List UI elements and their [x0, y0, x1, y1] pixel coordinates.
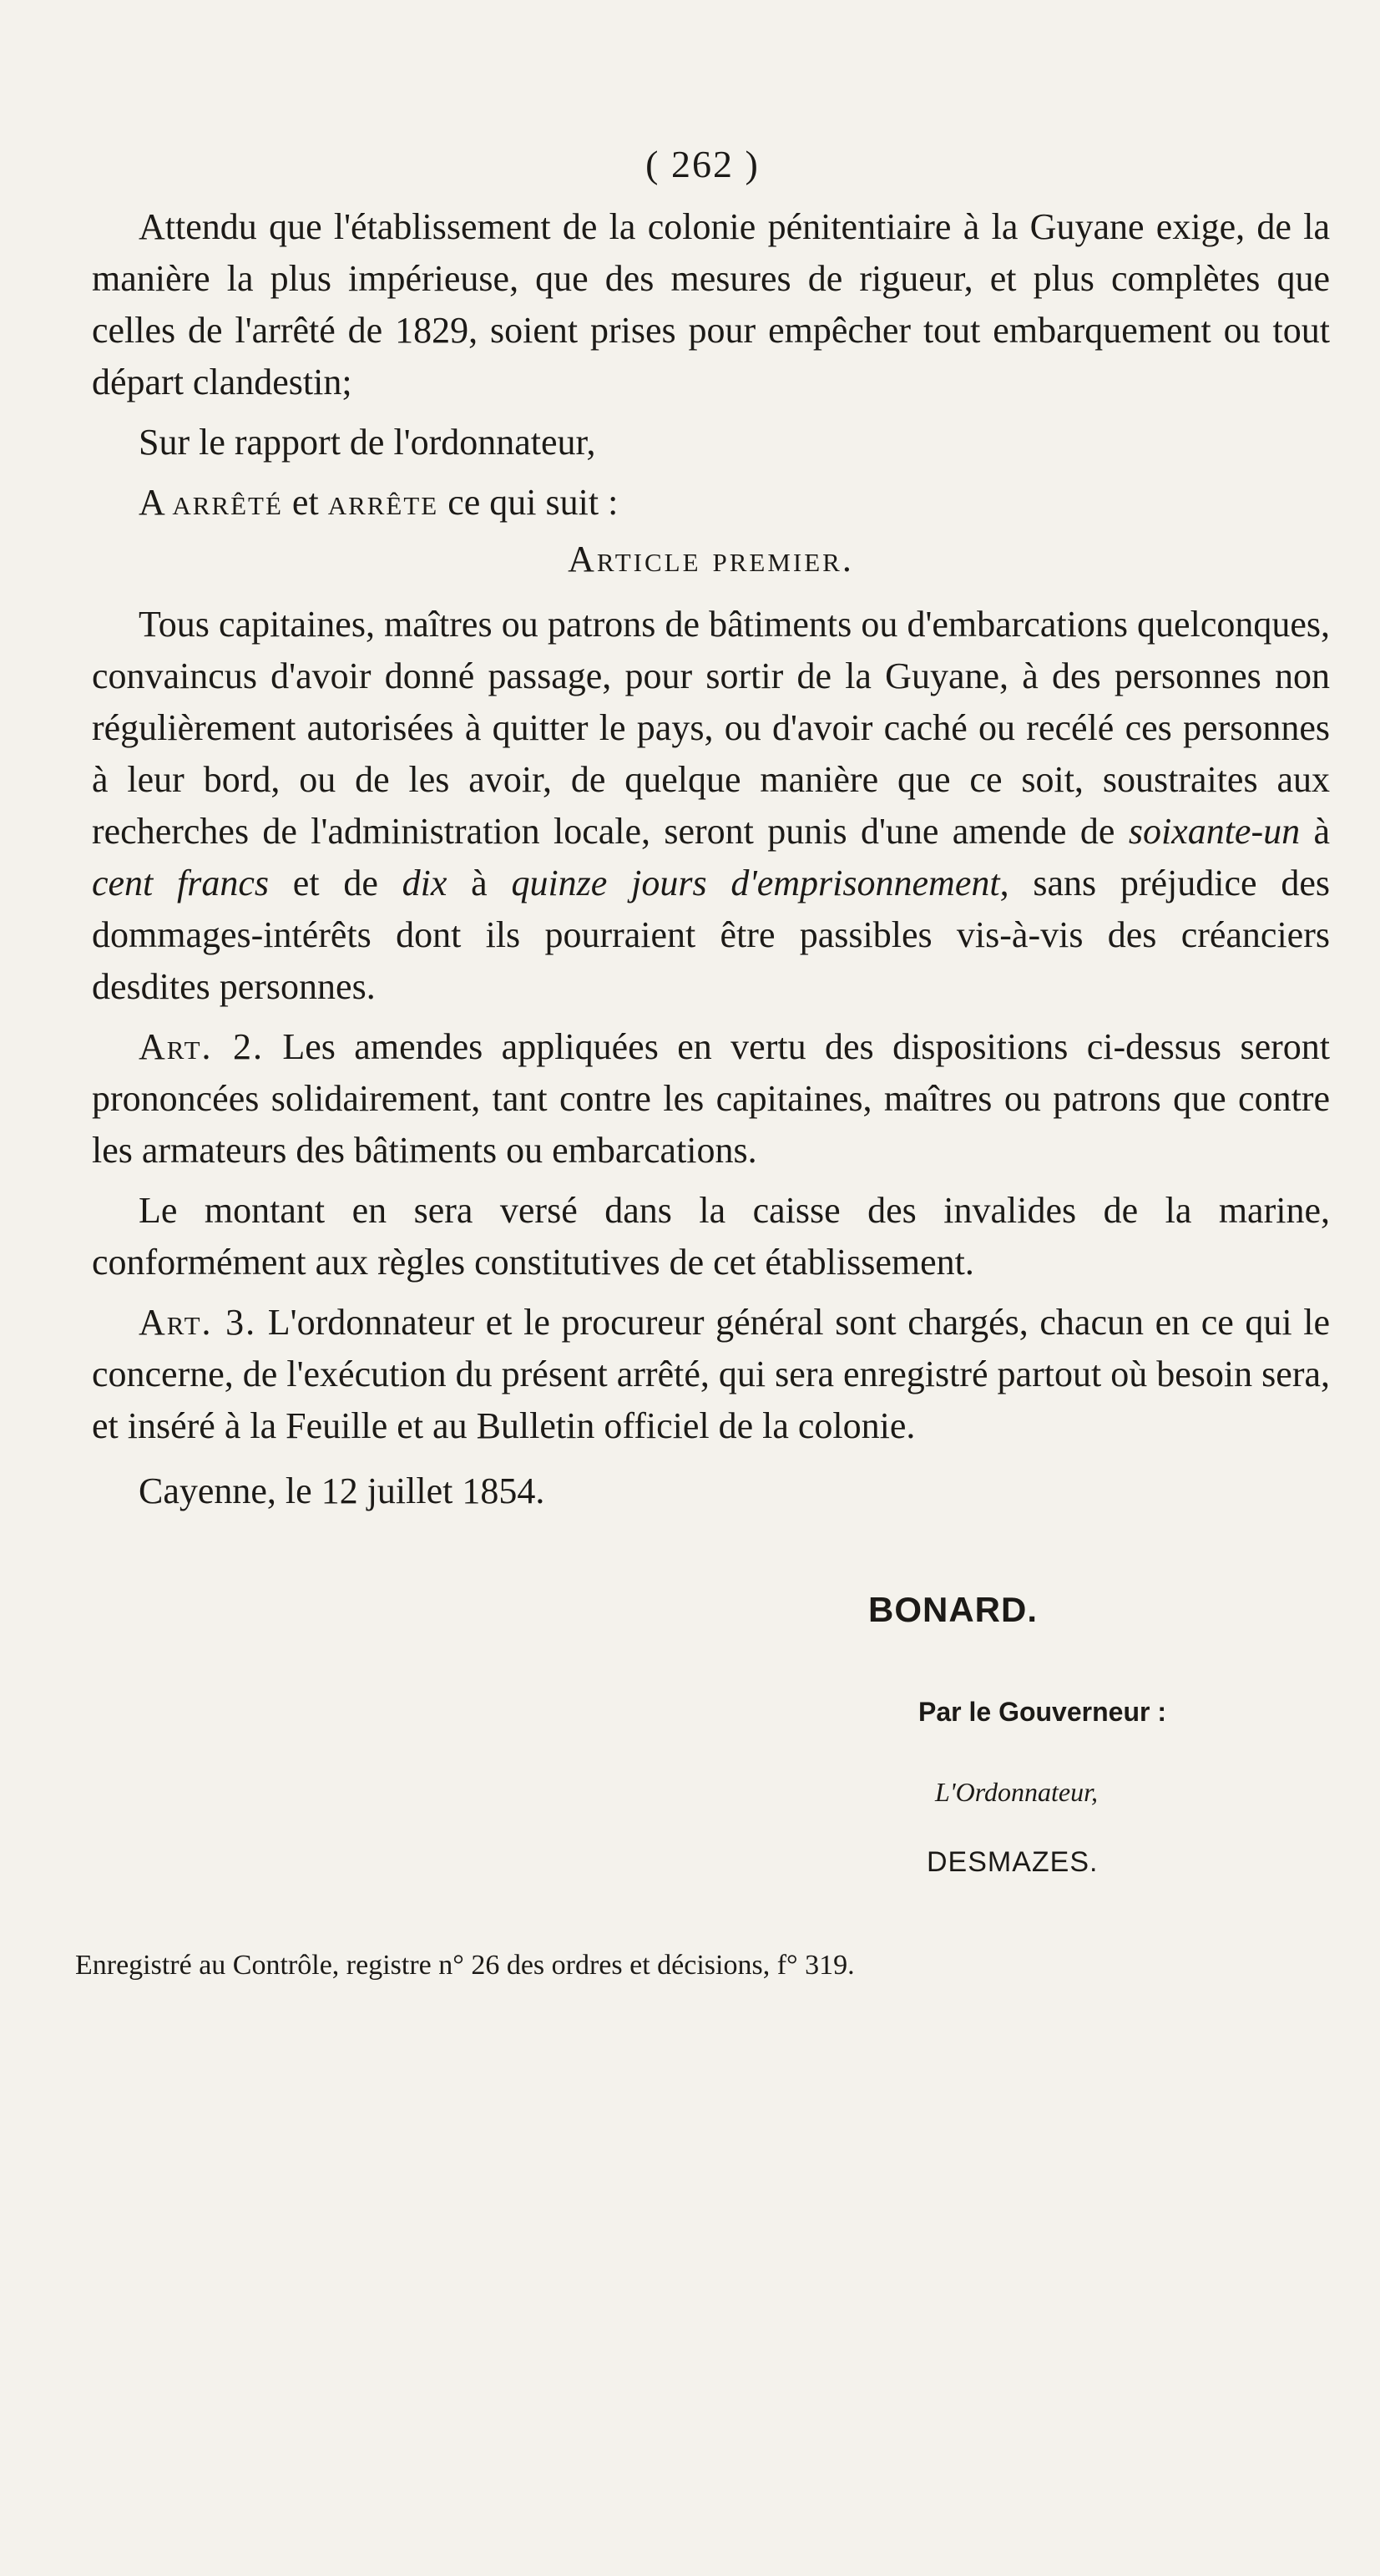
paragraph-article-2 — [92, 1021, 1330, 1177]
closing-block — [75, 1465, 1330, 1991]
arrete-suffix: ce qui suit : — [438, 482, 619, 523]
article1-part2: à — [1300, 811, 1331, 852]
arrete-middle: et — [282, 482, 328, 523]
article2-label: Art. 2. — [139, 1026, 264, 1067]
article1-part4: à — [447, 863, 512, 903]
article1-italic-4: quinze jours d'emprisonnement — [511, 863, 1000, 903]
paragraph-article-1 — [92, 599, 1330, 1013]
paragraph-arrete — [92, 477, 1330, 529]
signature-bonard: BONARD. — [868, 1590, 1038, 1629]
signature-desmazes: DESMAZES. — [927, 1846, 1099, 1878]
article1-part1: Tous capitaines, maîtres ou patrons de bâtiments ou d'embarcations quelconques, convaincus d'avoir donné passage, pour sortir de la Guyane, à des personnes non régulièrement autorisées à quitter le pays, ou d'avoir caché ou recélé ces personnes à leur bord, ou de les avoir, de quelque manière que ce soit, soustraites aux recherches de l'administration locale, seront punis d'une amende de — [92, 604, 1330, 852]
arrete-prefix: A — [139, 482, 173, 523]
article1-italic-3: dix — [402, 863, 447, 903]
paragraph-montant: Le montant en sera versé dans la caisse des invalides de la marine, conformément aux règles constitutives de cet établissement. — [92, 1190, 1330, 1283]
arrete-smallcaps-1: arrêté — [172, 482, 283, 523]
page-number: ( 262 ) — [645, 143, 760, 185]
article1-italic-2: cent francs — [92, 863, 270, 903]
paragraph-attendu: Attendu que l'établissement de la colonie pénitentiaire à la Guyane exige, de la manière la plus impérieuse, que des mesures de rigueur, et plus complètes que celles de l'arrêté de 1829, soient prises pour empêcher tout embarquement ou tout départ clandestin; — [92, 206, 1330, 402]
by-governor-line: Par le Gouverneur : — [918, 1697, 1166, 1727]
article1-part3: et de — [269, 863, 402, 903]
article1-italic-1: soixante-un — [1128, 811, 1301, 852]
document-body — [92, 201, 1330, 1452]
paragraph-rapport: Sur le rapport de l'ordonnateur, — [139, 422, 596, 463]
article2-text: Les amendes appliquées en vertu des dispositions ci-dessus seront prononcées solidairement, tant contre les capitaines, maîtres ou patrons que contre les armateurs des bâtiments ou embarcations. — [92, 1026, 1330, 1171]
place-date: Cayenne, le 12 juillet 1854. — [139, 1470, 545, 1511]
paragraph-article-3 — [92, 1297, 1330, 1452]
arrete-smallcaps-2: arrête — [327, 482, 439, 523]
article1-part5: , sans préjudice des dommages-intérêts dont ils pourraient être passibles vis-à-vis des créanciers desdites personnes. — [92, 863, 1330, 1007]
registry-note: Enregistré au Contrôle, registre n° 26 des ordres et décisions, f° 319. — [75, 1950, 855, 1981]
article3-text: L'ordonnateur et le procureur général sont chargés, chacun en ce qui le concerne, de l'exécution du présent arrêté, qui sera enregistré partout où besoin sera, et inséré à la Feuille et au Bulletin officiel de la colonie. — [92, 1302, 1331, 1446]
article-heading: Article premier. — [568, 539, 854, 579]
article3-label: Art. 3. — [139, 1302, 257, 1343]
ordonnateur-title: L'Ordonnateur, — [935, 1777, 1099, 1807]
